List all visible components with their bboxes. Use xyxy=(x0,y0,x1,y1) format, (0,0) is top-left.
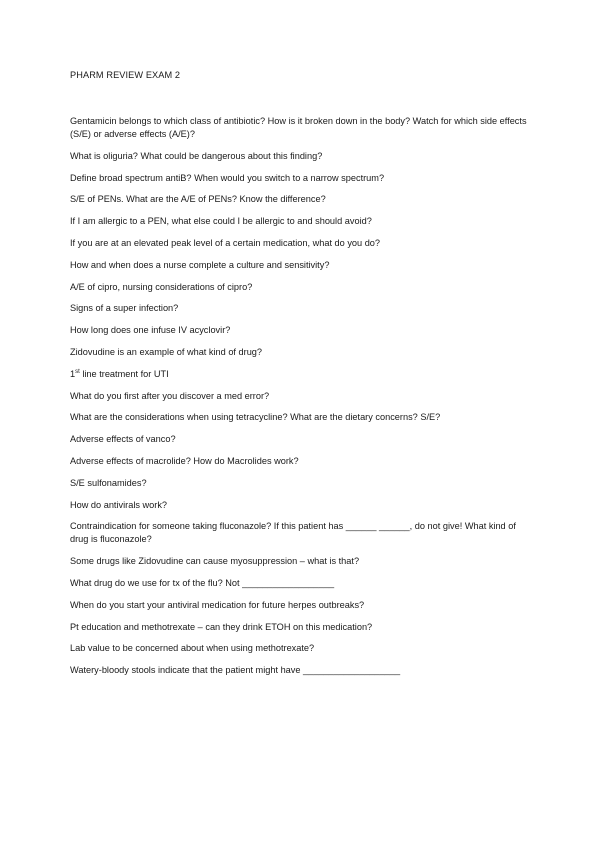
question-item: What do you first after you discover a med error? xyxy=(70,390,270,401)
question-item: A/E of cipro, nursing considerations of cipro? xyxy=(70,281,253,292)
question-item: Adverse effects of vanco? xyxy=(70,434,176,445)
question-item: What is oliguria? What could be dangerous about this finding? xyxy=(70,150,323,161)
question-item: Gentamicin belongs to which class of antibiotic? How is it broken down in the body? Watch for which side effects (S/E) or adverse effects (A/E)? xyxy=(70,116,527,139)
question-item: Lab value to be concerned about when using methotrexate? xyxy=(70,643,315,654)
ordinal-suffix: st xyxy=(75,368,80,375)
question-item: What are the considerations when using tetracycline? What are the dietary concerns? S/E? xyxy=(70,412,441,423)
question-item: When do you start your antiviral medication for future herpes outbreaks? xyxy=(70,599,365,610)
question-item: S/E of PENs. What are the A/E of PENs? Know the difference? xyxy=(70,194,326,205)
question-item: Zidovudine is an example of what kind of drug? xyxy=(70,346,263,357)
question-item: How long does one infuse IV acyclovir? xyxy=(70,325,231,336)
question-item: What drug do we use for tx of the flu? Not __________________ xyxy=(70,577,335,588)
document-title: PHARM REVIEW EXAM 2 xyxy=(70,70,181,80)
question-item: Signs of a super infection? xyxy=(70,303,179,314)
question-item xyxy=(70,368,530,381)
question-number: 1 xyxy=(70,368,76,379)
question-text: line treatment for UTI xyxy=(79,368,169,379)
question-item: Pt education and methotrexate – can they drink ETOH on this medication? xyxy=(70,621,373,632)
question-item: S/E sulfonamides? xyxy=(70,477,147,488)
question-item: Adverse effects of macrolide? How do Macrolides work? xyxy=(70,455,299,466)
question-item: If I am allergic to a PEN, what else could I be allergic to and should avoid? xyxy=(70,216,372,227)
question-item: Watery-bloody stools indicate that the patient might have ___________________ xyxy=(70,665,401,676)
question-item: If you are at an elevated peak level of a certain medication, what do you do? xyxy=(70,237,381,248)
question-list xyxy=(70,115,530,686)
question-item: How and when does a nurse complete a culture and sensitivity? xyxy=(70,259,330,270)
question-item: Define broad spectrum antiB? When would you switch to a narrow spectrum? xyxy=(70,172,385,183)
question-item: Some drugs like Zidovudine can cause myosuppression – what is that? xyxy=(70,556,360,567)
question-item: How do antivirals work? xyxy=(70,499,168,510)
question-item: Contraindication for someone taking fluconazole? If this patient has ______ ______, do not give! What kind of drug is fluconazole? xyxy=(70,521,516,545)
